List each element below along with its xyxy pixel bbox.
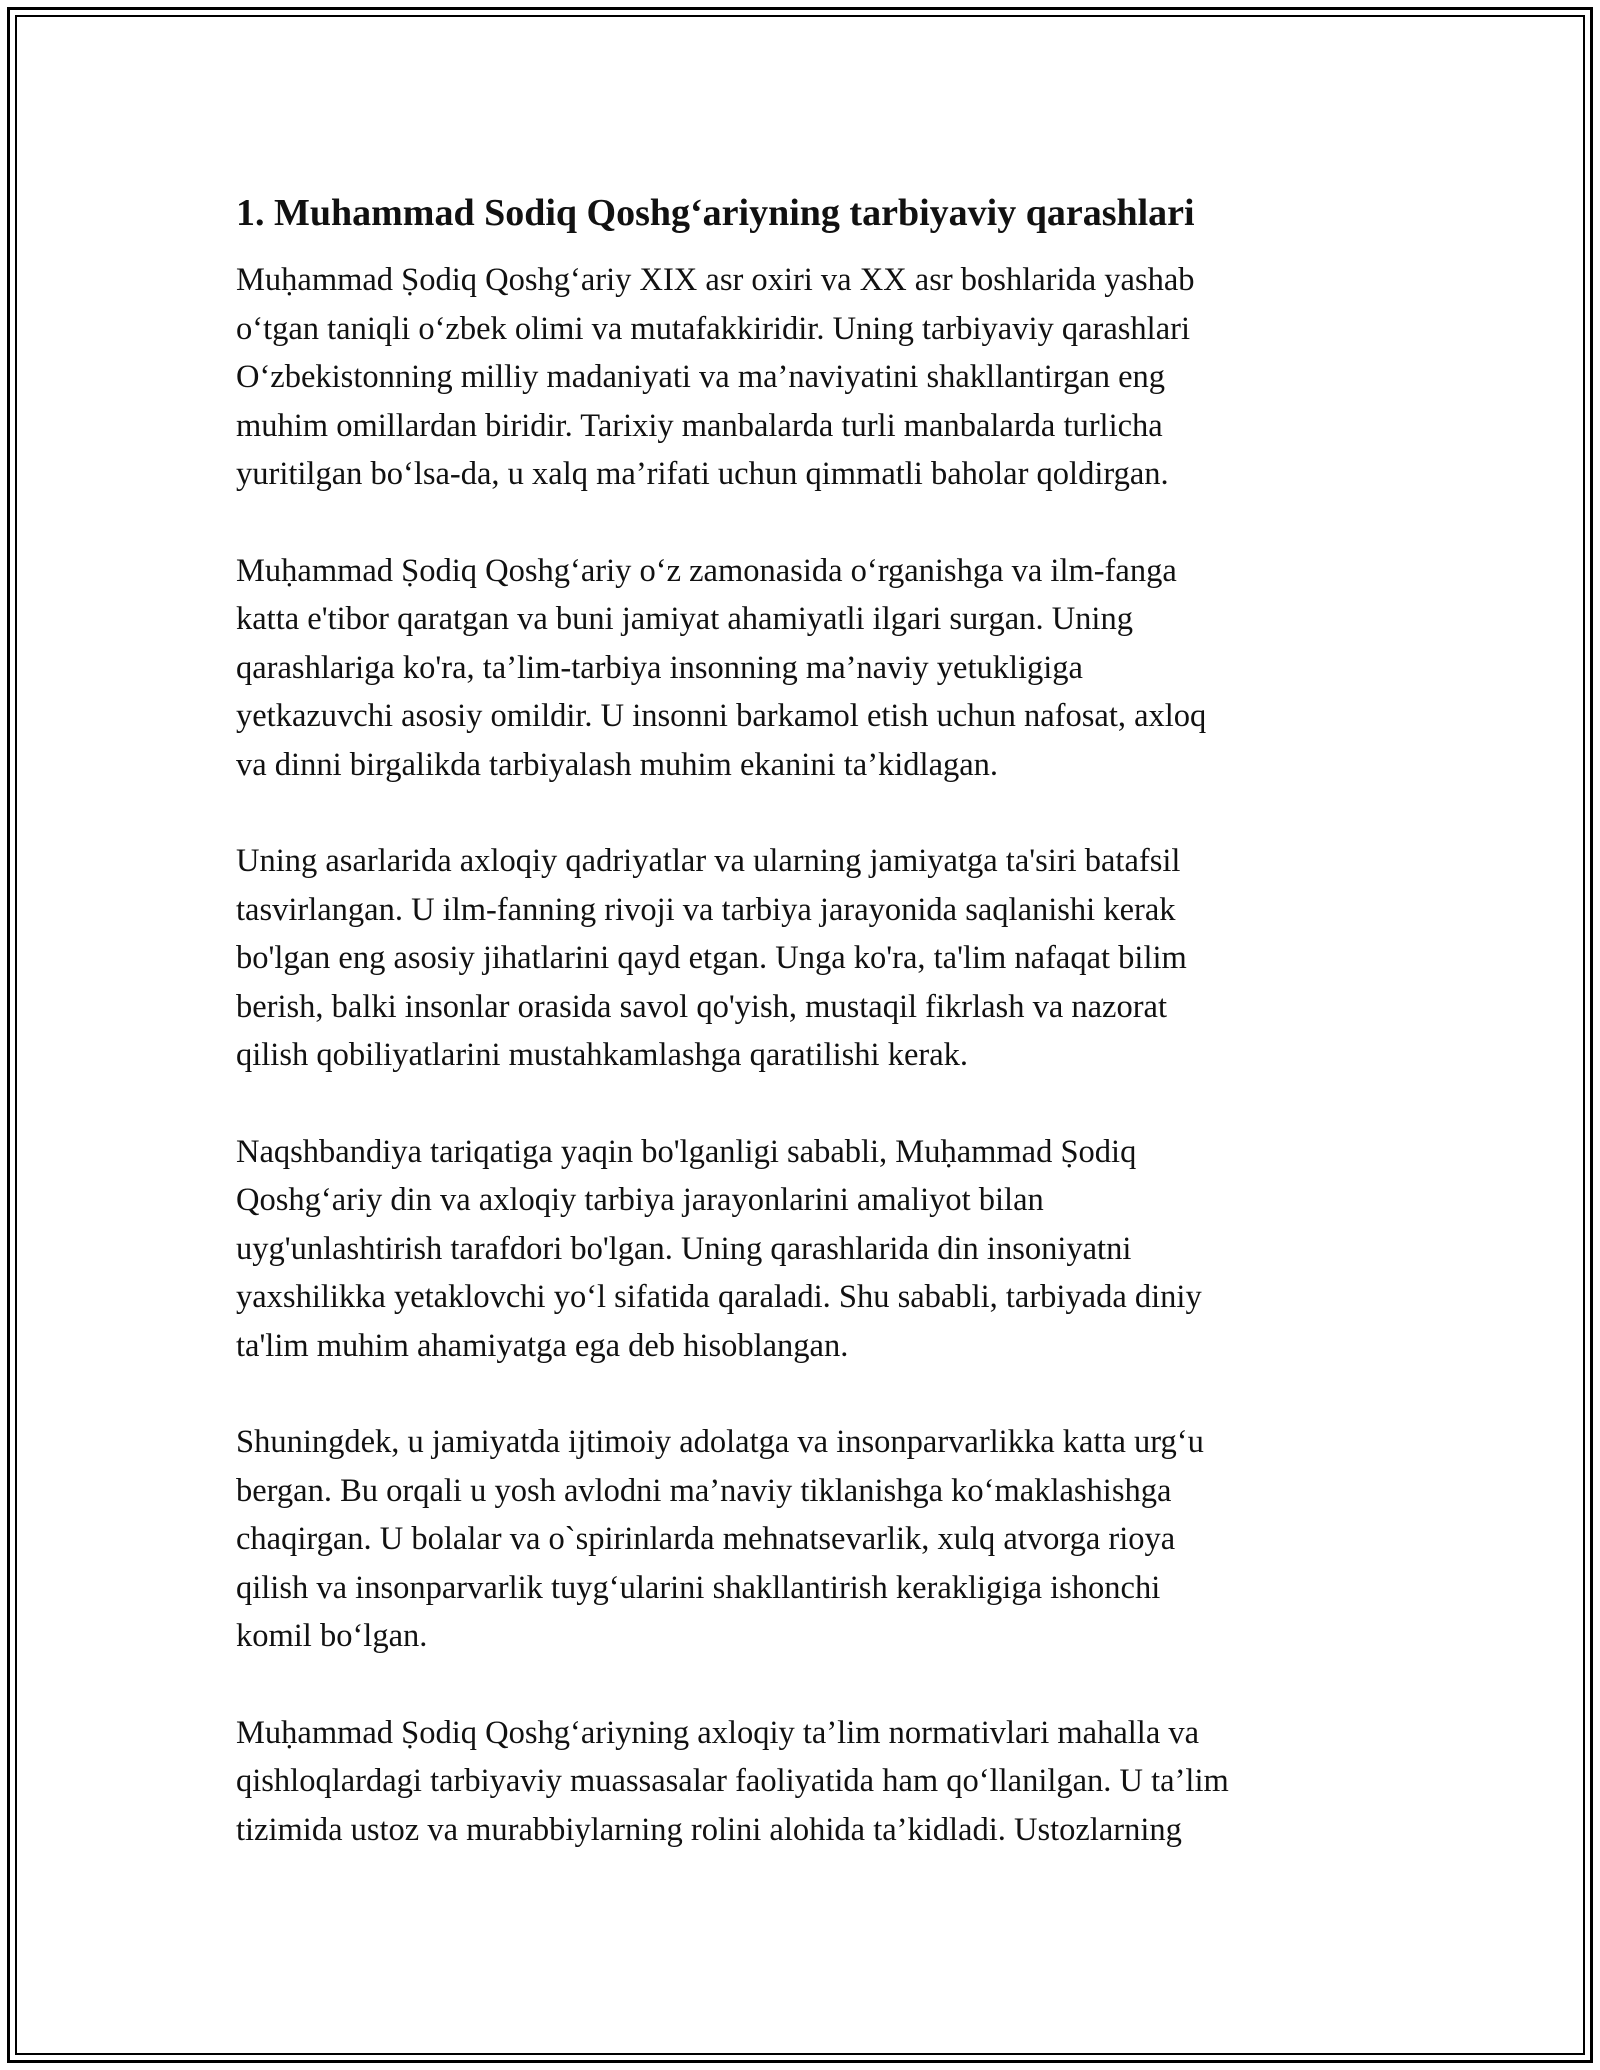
text-line: qishloqlardagi tarbiyaviy muassasalar faoliyatida ham qo‘llanilgan. U ta’lim (236, 1763, 1229, 1799)
paragraph (236, 256, 1366, 499)
text-line: muhim omillardan biridir. Tarixiy manbalarda turli manbalarda turlicha (236, 407, 1163, 444)
text-line: berish, balki insonlar orasida savol qo'yish, mustaqil fikrlash va nazorat (236, 988, 1167, 1025)
text-line: katta e'tibor qaratgan va buni jamiyat ahamiyatli ilgari surgan. Uning (236, 601, 1133, 637)
text-line: tasvirlangan. U ilm-fanning rivoji va tarbiya jarayonida saqlanishi kerak (236, 891, 1176, 928)
text-line: o‘tgan taniqli o‘zbek olimi va mutafakkiridir. Uning tarbiyaviy qarashlari (236, 310, 1190, 347)
text-line: Muḥammad Ṣodiq Qoshg‘ariy XIX asr oxiri va XX asr boshlarida yashab (236, 262, 1195, 298)
text-line: Shuningdek, u jamiyatda ijtimoiy adolatga va insonparvarlikka katta urg‘u (236, 1424, 1204, 1460)
paragraph-list (236, 256, 1366, 1854)
text-line: O‘zbekistonning milliy madaniyati va ma’naviyatini shakllantirgan eng (236, 359, 1166, 395)
text-line: qilish va insonparvarlik tuyg‘ularini shakllantirish kerakligiga ishonchi (236, 1569, 1161, 1606)
document-title: 1. Muhammad Sodiq Qoshg‘ariyning tarbiyaviy qarashlari (236, 192, 1195, 234)
paragraph (236, 837, 1366, 1080)
text-line: qilish qobiliyatlarini mustahkamlashga qaratilishi kerak. (236, 1037, 968, 1073)
text-line: Qoshg‘ariy din va axloqiy tarbiya jarayonlarini amaliyot bilan (236, 1182, 1044, 1218)
text-line: Uning asarlarida axloqiy qadriyatlar va ularning jamiyatga ta'siri batafsil (236, 843, 1181, 879)
text-line: Muḥammad Ṣodiq Qoshg‘ariyning axloqiy ta’lim normativlari mahalla va (236, 1714, 1200, 1751)
text-line: Naqshbandiya tariqatiga yaqin bo'lganligi sababli, Muḥammad Ṣodiq (236, 1133, 1137, 1170)
text-line: chaqirgan. U bolalar va o`spirinlarda mehnatsevarlik, xulq atvorga rioya (236, 1521, 1176, 1557)
text-line: uyg'unlashtirish tarafdori bo'lgan. Uning qarashlarida din insoniyatni (236, 1230, 1132, 1267)
text-line: bo'lgan eng asosiy jihatlarini qayd etgan. Unga ko'ra, ta'lim nafaqat bilim (236, 940, 1187, 976)
document-body (236, 186, 1366, 1902)
text-line: bergan. Bu orqali u yosh avlodni ma’naviy tiklanishga ko‘maklashishga (236, 1472, 1172, 1509)
text-line: tizimida ustoz va murabbiylarning rolini alohida ta’kidladi. Ustozlarning (236, 1811, 1182, 1848)
text-line: va dinni birgalikda tarbiyalash muhim ekanini ta’kidlagan. (236, 746, 999, 783)
text-line: Muḥammad Ṣodiq Qoshg‘ariy o‘z zamonasida o‘rganishga va ilm-fanga (236, 552, 1177, 589)
text-line: qarashlariga ko'ra, ta’lim-tarbiya insonning ma’naviy yetukligiga (236, 649, 1083, 686)
paragraph (236, 547, 1366, 790)
paragraph (236, 1128, 1366, 1371)
text-line: komil bo‘lgan. (236, 1618, 428, 1654)
text-line: yetkazuvchi asosiy omildir. U insonni barkamol etish uchun nafosat, axloq (236, 698, 1207, 734)
paragraph (236, 1418, 1366, 1661)
text-line: ta'lim muhim ahamiyatga ega deb hisoblangan. (236, 1327, 849, 1364)
paragraph (236, 1709, 1366, 1855)
text-line: yuritilgan bo‘lsa-da, u xalq ma’rifati uchun qimmatli baholar qoldirgan. (236, 456, 1169, 492)
text-line: yaxshilikka yetaklovchi yo‘l sifatida qaraladi. Shu sababli, tarbiyada diniy (236, 1279, 1202, 1315)
